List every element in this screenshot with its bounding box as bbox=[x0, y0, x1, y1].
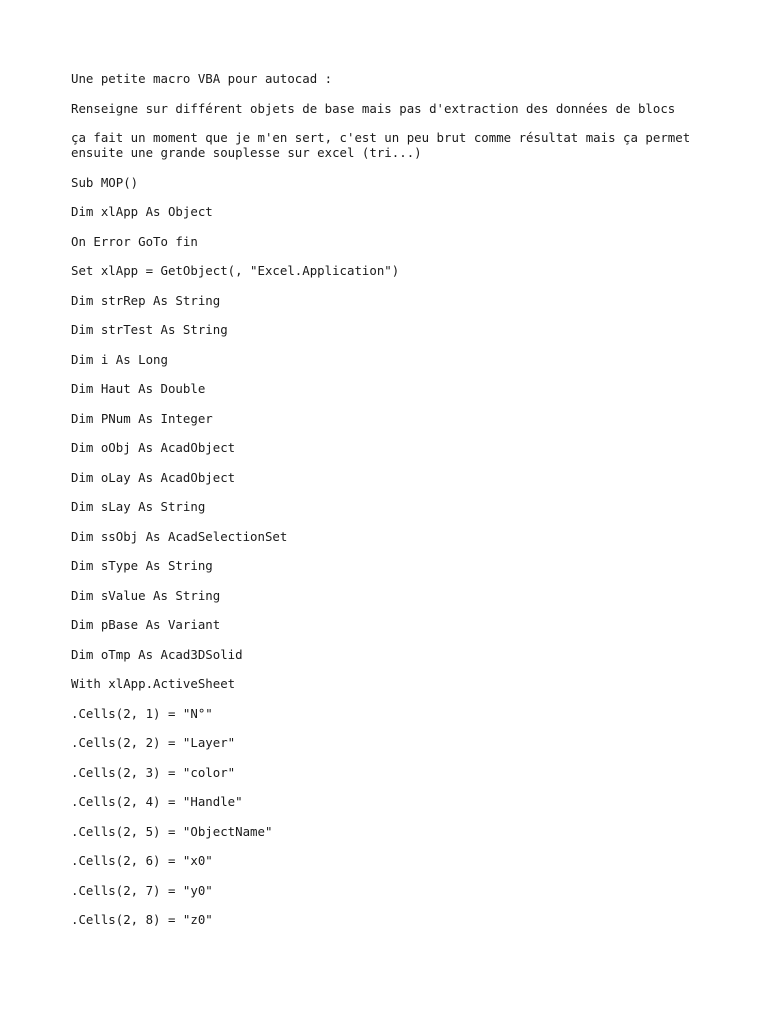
code-line: Dim sLay As String bbox=[71, 499, 206, 514]
intro-line-description: Renseigne sur différent objets de base mais pas d'extraction des données de blocs bbox=[71, 100, 676, 116]
code-line: Set xlApp = GetObject(, "Excel.Application") bbox=[71, 263, 400, 278]
code-line: Dim pBase As Variant bbox=[71, 617, 221, 632]
code-line: .Cells(2, 7) = "y0" bbox=[71, 882, 213, 898]
code-line: Dim xlApp As Object bbox=[71, 204, 213, 219]
code-block bbox=[71, 175, 721, 928]
code-line: Dim oObj As AcadObject bbox=[71, 440, 236, 455]
code-line: Dim strRep As String bbox=[71, 292, 221, 308]
code-line: .Cells(2, 4) = "Handle" bbox=[71, 794, 243, 809]
code-line: With xlApp.ActiveSheet bbox=[71, 676, 236, 691]
code-line: .Cells(2, 3) = "color" bbox=[71, 764, 236, 780]
code-line: .Cells(2, 8) = "z0" bbox=[71, 912, 213, 927]
code-line: .Cells(2, 1) = "N°" bbox=[71, 705, 213, 721]
document-page bbox=[71, 71, 721, 942]
code-line: .Cells(2, 5) = "ObjectName" bbox=[71, 823, 273, 839]
code-line: Dim PNum As Integer bbox=[71, 410, 213, 426]
code-line: On Error GoTo fin bbox=[71, 233, 198, 249]
code-line: Dim strTest As String bbox=[71, 322, 228, 337]
intro-line-usage-note: ça fait un moment que je m'en sert, c'est un peu brut comme résultat mais ça permet ensuite une grande souplesse sur excel (tri...) bbox=[71, 130, 698, 160]
code-line: Dim oLay As AcadObject bbox=[71, 469, 236, 485]
code-line: Dim i As Long bbox=[71, 351, 168, 367]
code-line: .Cells(2, 6) = "x0" bbox=[71, 853, 213, 868]
code-line: Dim sValue As String bbox=[71, 587, 221, 603]
code-line: Dim sType As String bbox=[71, 558, 213, 573]
code-line: .Cells(2, 2) = "Layer" bbox=[71, 735, 236, 750]
code-line: Dim ssObj As AcadSelectionSet bbox=[71, 528, 288, 544]
intro-line-title: Une petite macro VBA pour autocad : bbox=[71, 71, 333, 86]
code-line: Dim oTmp As Acad3DSolid bbox=[71, 646, 243, 662]
code-line: Dim Haut As Double bbox=[71, 381, 206, 396]
code-line: Sub MOP() bbox=[71, 174, 139, 190]
